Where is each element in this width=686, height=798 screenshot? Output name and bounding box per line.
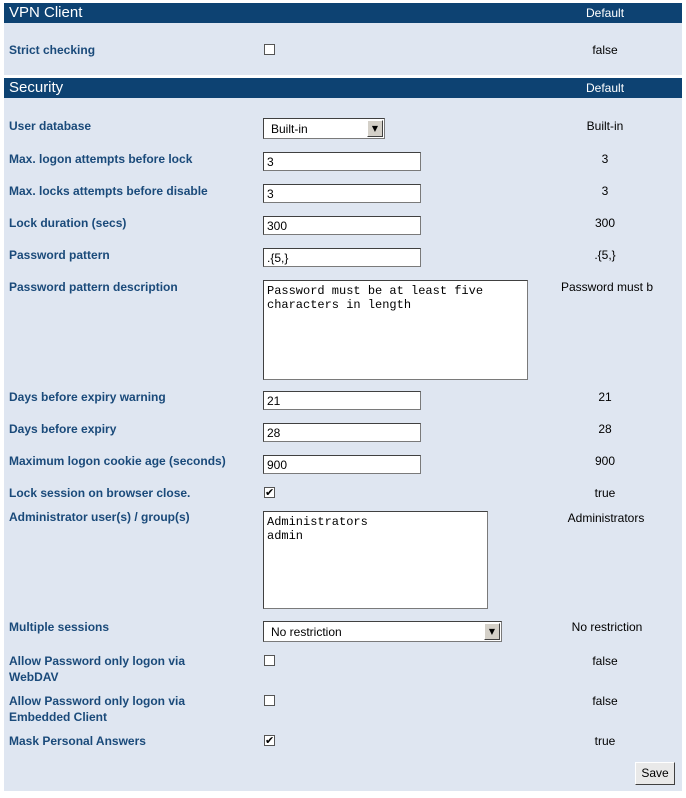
chevron-down-icon[interactable]: ▼ xyxy=(484,623,500,640)
user-database-select[interactable] xyxy=(263,118,385,139)
default-column-header: Default xyxy=(586,81,625,95)
save-button[interactable]: Save xyxy=(635,762,675,785)
user-database-label: User database xyxy=(9,119,92,133)
lock-duration-input[interactable] xyxy=(263,216,421,235)
password-only-embedded-label xyxy=(9,693,185,725)
password-pattern-input[interactable] xyxy=(263,248,421,267)
lock-duration-label: Lock duration (secs) xyxy=(9,216,127,230)
administrators-label: Administrator user(s) / group(s) xyxy=(9,510,190,524)
user-database-default: Built-in xyxy=(586,119,624,133)
strict-checking-default: false xyxy=(592,43,618,57)
strict-checking-checkbox[interactable] xyxy=(264,44,275,55)
label-line: Allow Password only logon via xyxy=(9,694,186,708)
days-before-expiry-warning-input[interactable] xyxy=(263,391,421,410)
selected-value: Built-in xyxy=(271,122,308,136)
max-locks-attempts-default: 3 xyxy=(601,184,609,198)
vpn-client-header xyxy=(4,3,682,23)
multiple-sessions-default: No restriction xyxy=(571,620,643,634)
lock-session-default: true xyxy=(594,486,616,500)
max-locks-attempts-input[interactable] xyxy=(263,184,421,203)
days-before-expiry-warning-default: 21 xyxy=(598,390,612,404)
mask-personal-answers-default: true xyxy=(594,734,616,748)
lock-duration-default: 300 xyxy=(594,216,616,230)
password-only-webdav-label xyxy=(9,653,185,685)
days-before-expiry-input[interactable] xyxy=(263,423,421,442)
lock-session-checkbox[interactable]: ✔ xyxy=(265,486,275,499)
mask-personal-answers-label: Mask Personal Answers xyxy=(9,734,146,748)
password-pattern-label: Password pattern xyxy=(9,248,110,262)
label-line: Allow Password only logon via xyxy=(9,654,186,668)
multiple-sessions-select[interactable] xyxy=(263,621,502,642)
lock-session-label: Lock session on browser close. xyxy=(9,486,191,500)
max-logon-cookie-age-label: Maximum logon cookie age (seconds) xyxy=(9,454,226,468)
max-logon-cookie-age-default: 900 xyxy=(594,454,616,468)
max-logon-cookie-age-input[interactable] xyxy=(263,455,421,474)
mask-personal-answers-checkbox[interactable]: ✔ xyxy=(265,734,275,747)
password-only-webdav-checkbox[interactable] xyxy=(264,655,275,666)
password-only-embedded-default: false xyxy=(592,694,618,708)
strict-checking-label: Strict checking xyxy=(9,43,96,57)
password-only-embedded-checkbox[interactable] xyxy=(264,695,275,706)
password-pattern-description-default: Password must b xyxy=(560,280,654,294)
label-line: WebDAV xyxy=(9,670,59,684)
default-column-header: Default xyxy=(586,6,625,20)
password-only-webdav-default: false xyxy=(592,654,618,668)
max-logon-attempts-input[interactable] xyxy=(263,152,421,171)
security-header xyxy=(4,78,682,98)
section-title: VPN Client xyxy=(9,4,83,21)
label-line: Embedded Client xyxy=(9,710,108,724)
administrators-textarea[interactable] xyxy=(263,511,488,609)
days-before-expiry-label: Days before expiry xyxy=(9,422,117,436)
section-title: Security xyxy=(9,79,64,96)
max-logon-attempts-label: Max. logon attempts before lock xyxy=(9,152,193,166)
password-pattern-description-textarea[interactable] xyxy=(263,280,528,380)
max-logon-attempts-default: 3 xyxy=(601,152,609,166)
password-pattern-description-label: Password pattern description xyxy=(9,280,178,294)
selected-value: No restriction xyxy=(271,625,342,639)
days-before-expiry-warning-label: Days before expiry warning xyxy=(9,390,166,404)
administrators-default: Administrators xyxy=(567,511,645,525)
multiple-sessions-label: Multiple sessions xyxy=(9,620,110,634)
password-pattern-default: .{5,} xyxy=(594,248,616,262)
max-locks-attempts-label: Max. locks attempts before disable xyxy=(9,184,208,198)
chevron-down-icon[interactable]: ▼ xyxy=(367,120,383,137)
days-before-expiry-default: 28 xyxy=(598,422,612,436)
